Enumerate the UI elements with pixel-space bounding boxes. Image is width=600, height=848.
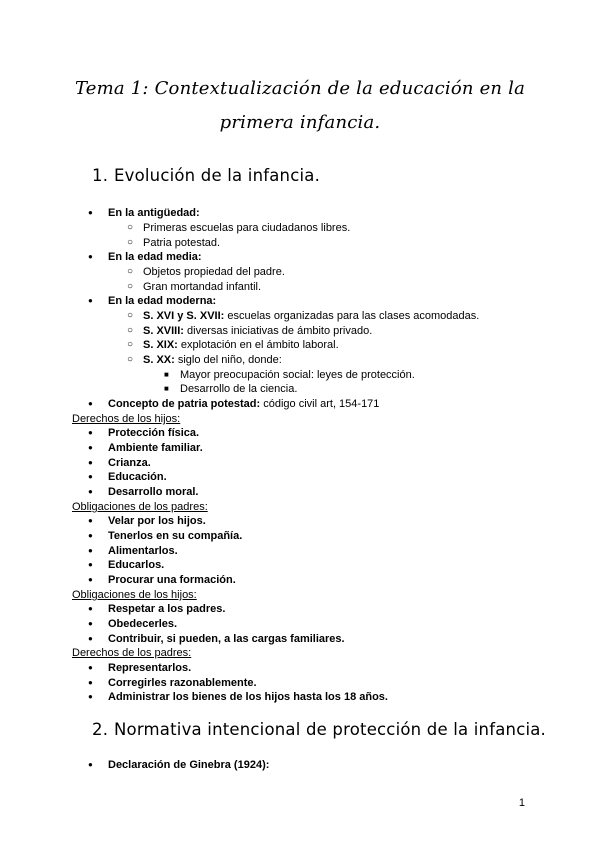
list-item: ● Crianza. [108, 456, 151, 471]
patria-label: Concepto de patria potestad: [108, 398, 261, 410]
subheading-derechos-padres: Derechos de los padres: [72, 647, 192, 659]
list-item [143, 309, 479, 324]
list-item-antiguedad: ● En la antigüedad: [108, 206, 200, 221]
list-item [143, 353, 282, 368]
list-item: ● Desarrollo moral. [108, 485, 198, 500]
section-1-title: Evolución de la infancia. [114, 166, 321, 185]
section-1-number: 1. [92, 166, 109, 185]
section-2-number: 2. [92, 720, 109, 739]
subheading-obligaciones-padres: Obligaciones de los padres: [72, 501, 208, 513]
list-item: ○ Objetos propiedad del padre. [143, 265, 285, 280]
list-item-ginebra: ● Declaración de Ginebra (1924): [108, 758, 269, 773]
century-label: S. XVI y S. XVII: [143, 310, 225, 322]
list-item: ■ Desarrollo de la ciencia. [180, 382, 297, 397]
subheading-derechos-hijos: Derechos de los hijos: [72, 413, 181, 425]
list-item: ● Tenerlos en su compañía. [108, 529, 242, 544]
section-1-heading [92, 166, 320, 185]
list-item: ● Administrar los bienes de los hijos hasta los 18 años. [108, 690, 388, 705]
century-label: S. XVIII: [143, 325, 184, 337]
list-item: ○ Gran mortandad infantil. [143, 280, 261, 295]
century-text: explotación en el ámbito laboral. [177, 339, 339, 351]
list-item: ● Obedecerles. [108, 617, 177, 632]
list-item [143, 338, 339, 353]
list-item: ● Procurar una formación. [108, 573, 236, 588]
list-item: ● Corregirles razonablemente. [108, 676, 257, 691]
century-label: S. XIX: [143, 339, 178, 351]
list-item-edad-media: ● En la edad media: [108, 250, 202, 265]
list-item-patria-potestad [108, 397, 379, 412]
list-item: ● Protección física. [108, 426, 199, 441]
list-item: ● Educación. [108, 470, 167, 485]
list-item: ○ Patria potestad. [143, 236, 220, 251]
century-text: siglo del niño, donde: [174, 354, 282, 366]
list-item: ● Educarlos. [108, 558, 164, 573]
list-item: ● Ambiente familiar. [108, 441, 203, 456]
list-item-edad-moderna: ● En la edad moderna: [108, 294, 216, 309]
section-2-heading [92, 720, 546, 739]
subheading-obligaciones-hijos: Obligaciones de los hijos: [72, 589, 197, 601]
century-label: S. XX: [143, 354, 175, 366]
list-item [143, 324, 372, 339]
list-item: ○ Primeras escuelas para ciudadanos libres. [143, 221, 350, 236]
section-2-title: Normativa intencional de protección de la infancia. [114, 720, 547, 739]
page-number: 1 [518, 797, 525, 809]
list-item: ● Velar por los hijos. [108, 514, 206, 529]
century-text: diversas iniciativas de ámbito privado. [183, 325, 373, 337]
list-item: ● Representarlos. [108, 661, 191, 676]
list-item: ■ Mayor preocupación social: leyes de protección. [180, 368, 415, 383]
century-text: escuelas organizadas para las clases acomodadas. [224, 310, 480, 322]
list-item: ● Respetar a los padres. [108, 602, 225, 617]
patria-text: código civil art, 154-171 [260, 398, 380, 410]
list-item: ● Alimentarlos. [108, 544, 178, 559]
list-item: ● Contribuir, si pueden, a las cargas familiares. [108, 632, 345, 647]
page-title: Tema 1: Contextualización de la educación en la primera infancia. [74, 78, 526, 133]
